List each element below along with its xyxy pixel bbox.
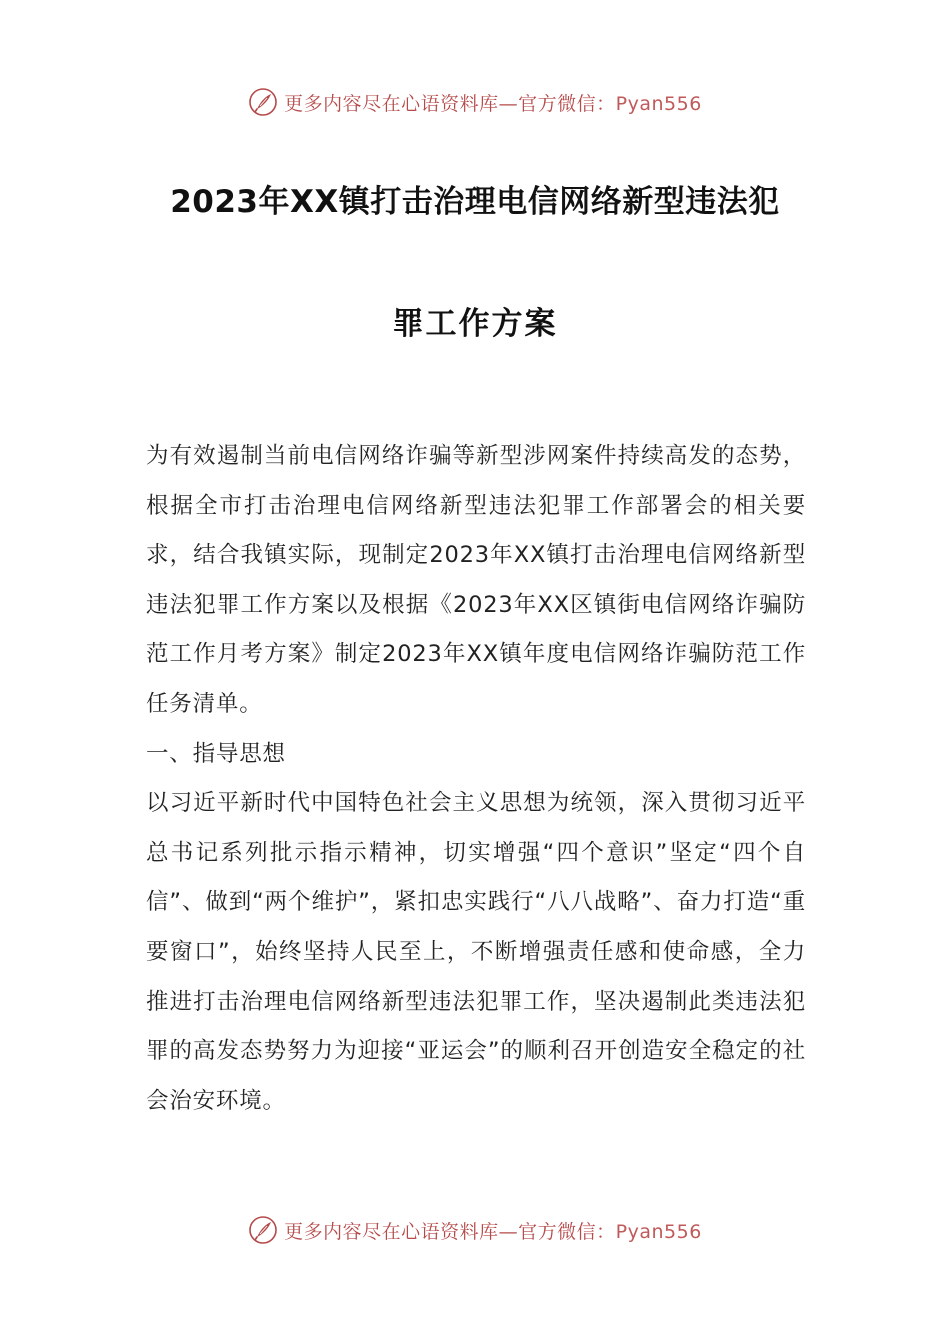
section-heading: 一、指导思想 bbox=[146, 740, 286, 767]
document-title-line-1: 2023年XX镇打击治理电信网络新型违法犯 bbox=[170, 184, 780, 220]
banner-wechat-id: Pyan556 bbox=[615, 92, 702, 115]
feather-pen-icon bbox=[248, 87, 278, 117]
header-banner bbox=[0, 82, 950, 122]
document-title-line-2: 罪工作方案 bbox=[392, 306, 558, 342]
feather-pen-icon bbox=[248, 1215, 278, 1245]
guiding-ideology-paragraph: 以习近平新时代中国特色社会主义思想为统领，深入贯彻习近平总书记系列批示指示精神，切实增强“四个意识”坚定“四个自信”、做到“两个维护”，紧扣忠实践行“八八战略”、奋力打造“重要窗口”，始终坚持人民至上，不断增强责任感和使命感，全力推进打击治理电信网络新型违法犯罪工作，坚决遏制此类违法犯罪的高发态势努力为迎接“亚运会”的顺利召开创造安全稳定的社会治安环境。 bbox=[146, 790, 806, 1114]
document-body bbox=[146, 432, 806, 1126]
banner-wechat-id: Pyan556 bbox=[615, 1220, 702, 1243]
banner-text: 更多内容尽在心语资料库—官方微信：Pyan556 bbox=[284, 92, 702, 115]
banner-text: 更多内容尽在心语资料库—官方微信：Pyan556 bbox=[284, 1220, 702, 1243]
footer-banner bbox=[0, 1210, 950, 1250]
intro-paragraph: 为有效遏制当前电信网络诈骗等新型涉网案件持续高发的态势，根据全市打击治理电信网络新型违法犯罪工作部署会的相关要求，结合我镇实际，现制定2023年XX镇打击治理电信网络新型违法犯罪工作方案以及根据《2023年XX区镇街电信网络诈骗防范工作月考方案》制定2023年XX镇年度电信网络诈骗防范工作任务清单。 bbox=[146, 443, 806, 717]
